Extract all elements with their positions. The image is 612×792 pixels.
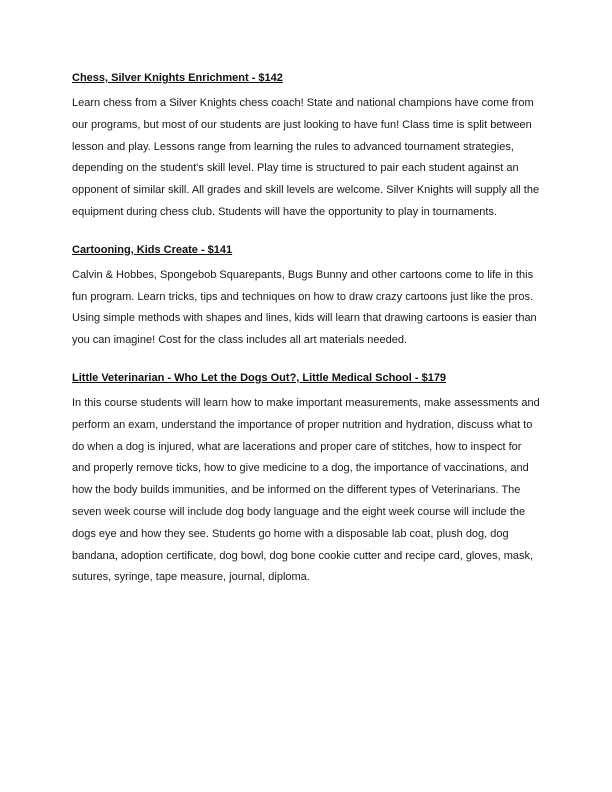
course-title-little-veterinarian: Little Veterinarian - Who Let the Dogs Out?, Little Medical School - $179: [72, 371, 447, 384]
course-section-chess: [72, 71, 542, 224]
course-section-cartooning: [72, 243, 542, 352]
course-description-little-veterinarian: In this course students will learn how to make important measurements, make assessments and perform an exam, understand the importance of proper nutrition and hydration, discuss what to do when a dog is injured, what are lacerations and proper care of stitches, how to inspect for and properly remove ticks, how to give medicine to a dog, the importance of vaccinations, and how the body builds immunities, and be informed on the different types of Veterinarians. The seven week course will include dog body language and the eight week course will include the dogs eye and how they see. Students go home with a disposable lab coat, plush dog, dog bandana, adoption certificate, dog bowl, dog bone cookie cutter and recipe card, gloves, mask, sutures, syringe, tape measure, journal, diploma.: [72, 396, 540, 584]
document-content: [72, 71, 542, 608]
course-title-cartooning: Cartooning, Kids Create - $141: [72, 243, 233, 256]
course-section-little-veterinarian: [72, 371, 542, 589]
course-description-chess: Learn chess from a Silver Knights chess coach! State and national champions have come from our programs, but most of our students are just looking to have fun! Class time is split between lesson and play. Lessons range from learning the rules to advanced tournament strategies, depending on the student's skill level. Play time is structured to pair each student against an opponent of similar skill. All grades and skill levels are welcome. Silver Knights will supply all the equipment during chess club. Students will have the opportunity to play in tournaments.: [72, 97, 540, 218]
course-description-cartooning: Calvin & Hobbes, Spongebob Squarepants, Bugs Bunny and other cartoons come to life in this fun program. Learn tricks, tips and techniques on how to draw crazy cartoons just like the pros. Using simple methods with shapes and lines, kids will learn that drawing cartoons is easier than you can imagine! Cost for the class includes all art materials needed.: [72, 268, 537, 347]
course-title-chess: Chess, Silver Knights Enrichment - $142: [72, 72, 283, 84]
